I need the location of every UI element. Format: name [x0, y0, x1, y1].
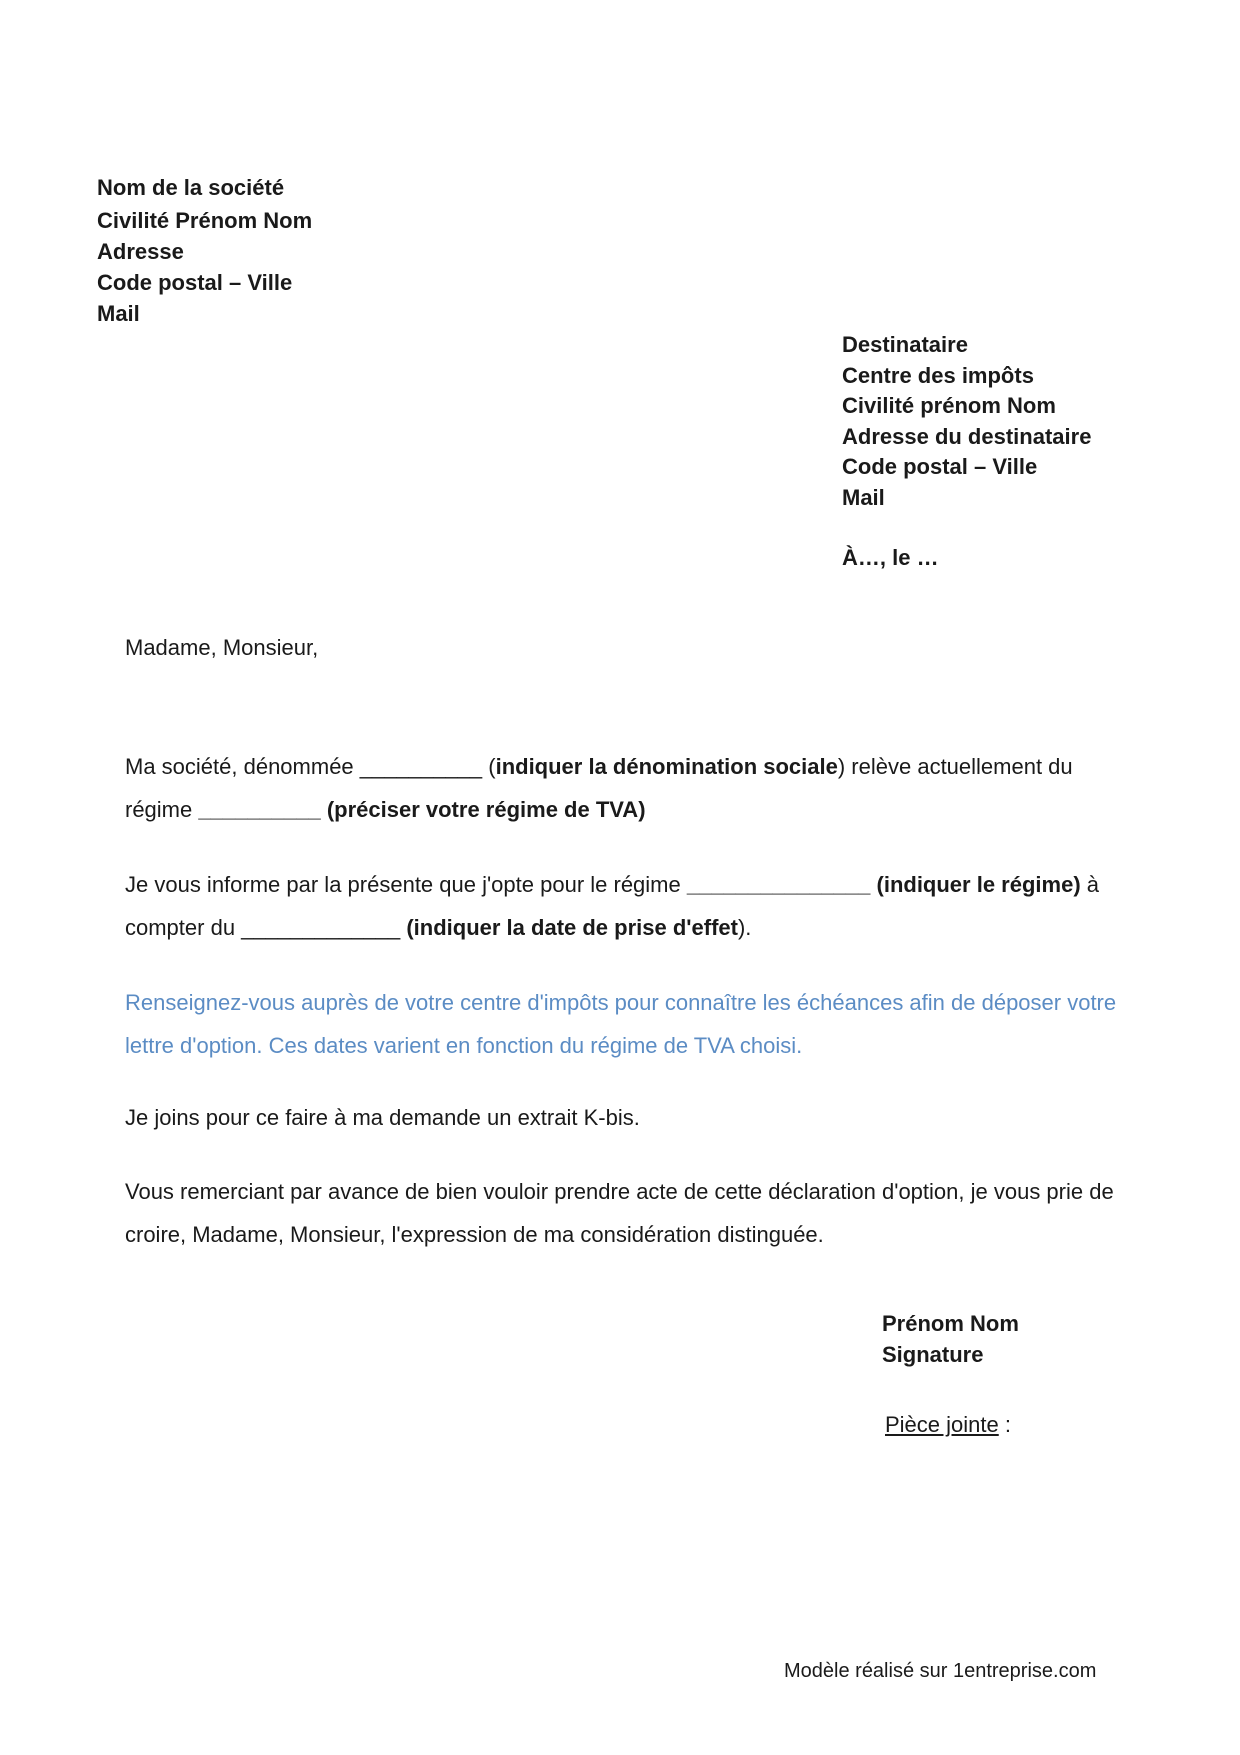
- sender-mail: Mail: [97, 301, 140, 326]
- recipient-address: Adresse du destinataire: [842, 423, 1092, 449]
- sender-company: Nom de la société: [97, 175, 285, 200]
- sender-block: [97, 172, 312, 329]
- p2-text-1: Je vous informe par la présente que j'opte pour le régime: [125, 872, 687, 897]
- p1-bold-1: indiquer la dénomination sociale: [495, 754, 838, 779]
- signer-name: Prénom Nom: [882, 1311, 1019, 1336]
- p2-text-2: à compter du _____________: [125, 872, 1100, 940]
- info-paragraph: Renseignez-vous auprès de votre centre d'impôts pour connaître les échéances afin de déposer votre lettre d'option. Ces dates varient en fonction du régime de TVA choisi.: [125, 990, 1117, 1058]
- recipient-mail: Mail: [842, 484, 885, 510]
- closing-paragraph: Vous remerciant par avance de bien vouloir prendre acte de cette déclaration d'option, je vous prie de croire, Madame, Monsieur, l'expression de ma considération distinguée.: [125, 1179, 1114, 1247]
- p1-bold-2: __________ (préciser votre régime de TVA): [198, 797, 646, 822]
- recipient-city: Code postal – Ville: [842, 454, 1038, 479]
- signature-label: Signature: [882, 1342, 984, 1367]
- p1-text-2: ) relève actuellement du régime: [125, 754, 1073, 822]
- recipient-name: Civilité prénom Nom: [842, 393, 1056, 418]
- signature-block: [882, 1308, 1019, 1370]
- place-date: À…, le …: [842, 545, 939, 570]
- footer-credit: Modèle réalisé sur 1entreprise.com: [784, 1660, 1097, 1682]
- sender-city: Code postal – Ville: [97, 270, 293, 295]
- salutation: Madame, Monsieur,: [125, 635, 319, 660]
- recipient-block: [842, 330, 1091, 513]
- p2-text-3: ).: [737, 915, 752, 940]
- recipient-label: Destinataire: [842, 332, 968, 357]
- paragraph-company-regime: [125, 745, 1135, 831]
- p2-bold-2: (indiquer la date de prise d'effet: [406, 915, 738, 940]
- recipient-org: Centre des impôts: [842, 362, 1034, 388]
- attachment-suffix: :: [998, 1412, 1011, 1437]
- paragraph-kbis: Je joins pour ce faire à ma demande un extrait K-bis.: [125, 1105, 640, 1130]
- p1-text-1: Ma société, dénommée __________ (: [125, 754, 496, 779]
- attachment-label: Pièce jointe: [885, 1412, 999, 1437]
- p2-bold-1: _______________ (indiquer le régime): [686, 872, 1081, 897]
- paragraph-option-regime: [125, 863, 1135, 949]
- attachment-line: [885, 1412, 1011, 1438]
- sender-name: Civilité Prénom Nom: [97, 208, 313, 233]
- sender-address: Adresse: [97, 239, 184, 264]
